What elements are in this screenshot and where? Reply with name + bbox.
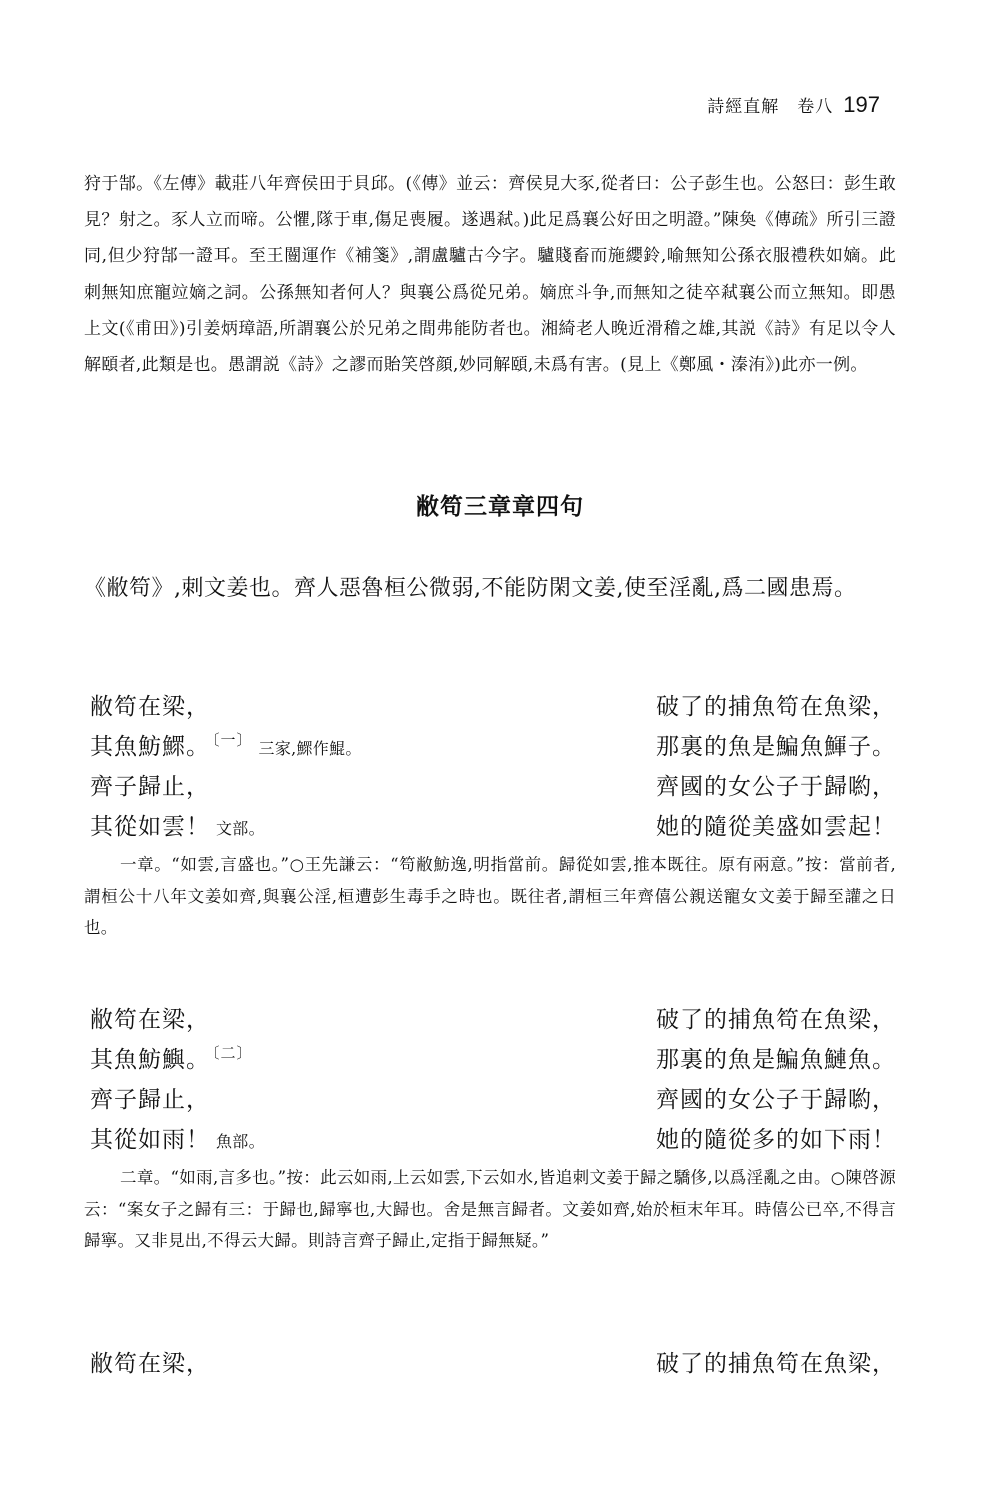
original-line: 齊子歸止， (90, 1087, 210, 1113)
stanza-1 (90, 688, 896, 848)
top-paragraph (84, 166, 896, 383)
stanza-3 (90, 1345, 896, 1385)
stanza-2 (90, 1001, 896, 1161)
original-text: 其魚魴鱮。 (90, 1047, 210, 1073)
original-line: 齊子歸止， (90, 774, 210, 800)
top-paragraph-text: 狩于郜。《左傳》載莊八年齊侯田于貝邱。(《傳》並云：齊侯見大豕,從者曰：公子彭生也。公怒曰：彭生敢見？射之。豕人立而啼。公懼,隊于車,傷足喪履。遂遇弒。)此足爲襄公好田之明證。”陳奐《傳疏》所引三證同,但少狩郜一證耳。至王闓運作《補箋》,謂盧驢古今字。驢賤畜而施纓鈴,喻無知公孫衣服禮秩如嫡。此刺無知庶寵竝嫡之詞。公孫無知者何人？與襄公爲從兄弟。嫡庶斗争,而無知之徒卒弒襄公而立無知。即愚上文(《甫田》)引姜炳璋語,所謂襄公於兄弟之間弗能防者也。湘綺老人晚近滑稽之雄,其説《詩》有足以令人解頤者,此類是也。愚謂説《詩》之謬而貽笑啓顔,妙同解頤,未爲有害。(見上《鄭風・溱洧》)此亦一例。 (84, 174, 896, 376)
original-line (90, 808, 265, 841)
translation-line: 那裏的魚是鯿魚鯶子。 (656, 734, 896, 760)
original-line: 敝笱在梁， (90, 1007, 210, 1033)
running-title: 詩經直解 卷八 (707, 97, 834, 117)
commentary-text: 二章。“如雨,言多也。”按：此云如雨,上云如雲,下云如水,皆追刺文姜于歸之驕侈,以爲淫亂之由。○陳啓源云：“案女子之歸有三：于歸也,歸寧也,大歸也。舍是無言歸者。文姜如齊,始於桓末年耳。時僖公已卒,不得言歸寧。又非見出,不得云大歸。則詩言齊子歸止,定指于歸無疑。” (84, 1168, 896, 1250)
stanza-line (90, 1121, 896, 1161)
original-line (90, 1041, 253, 1074)
rhyme-note: 文部。 (216, 819, 265, 838)
translation-line: 那裏的魚是鯿魚鰱魚。 (656, 1047, 896, 1073)
original-line: 敝笱在梁， (90, 694, 210, 720)
translation-line: 她的隨從美盛如雲起！ (656, 814, 896, 840)
original-text: 其從如雲！ (90, 814, 210, 840)
original-line (90, 728, 362, 761)
stanza-line (90, 1345, 896, 1385)
original-line: 敝笱在梁， (90, 1351, 210, 1377)
footnote-marker: 〔一〕 (212, 731, 253, 750)
stanza-line (90, 768, 896, 808)
stanza-line (90, 808, 896, 848)
stanza-line (90, 688, 896, 728)
section-title: 敝笱三章章四句 (416, 494, 584, 520)
original-line (90, 1121, 265, 1154)
stanza-line (90, 1081, 896, 1121)
translation-line: 她的隨從多的如下雨！ (656, 1127, 896, 1153)
stanza-line (90, 1001, 896, 1041)
inline-note: 三家,鰥作鯤。 (258, 739, 362, 758)
original-text: 其魚魴鰥。 (90, 734, 210, 760)
translation-line: 齊國的女公子于歸喲， (656, 774, 896, 800)
rhyme-note: 魚部。 (216, 1132, 265, 1151)
running-header (707, 92, 880, 122)
commentary-1 (84, 849, 896, 944)
translation-line: 齊國的女公子于歸喲， (656, 1087, 896, 1113)
original-text: 其從如雨！ (90, 1127, 210, 1153)
commentary-text: 一章。“如雲,言盛也。”○王先謙云：“笱敝魴逸,明指當前。歸從如雲,推本既往。原有兩意。”按：當前者,謂桓公十八年文姜如齊,與襄公淫,桓遭彭生毒手之時也。既往者,謂桓三年齊僖公親送寵女文姜于歸至讙之日也。 (84, 855, 896, 937)
stanza-line (90, 728, 896, 768)
page-number: 197 (843, 92, 880, 117)
translation-line: 破了的捕魚笱在魚梁， (656, 1007, 896, 1033)
stanza-line (90, 1041, 896, 1081)
translation-line: 破了的捕魚笱在魚梁， (656, 1351, 896, 1377)
preface-text: 《敝笱》,刺文姜也。齊人惡魯桓公微弱,不能防閑文姜,使至淫亂,爲二國患焉。 (84, 576, 857, 601)
preface (36, 568, 896, 609)
commentary-2 (84, 1162, 896, 1257)
footnote-marker: 〔二〕 (212, 1044, 253, 1063)
translation-line: 破了的捕魚笱在魚梁， (656, 694, 896, 720)
